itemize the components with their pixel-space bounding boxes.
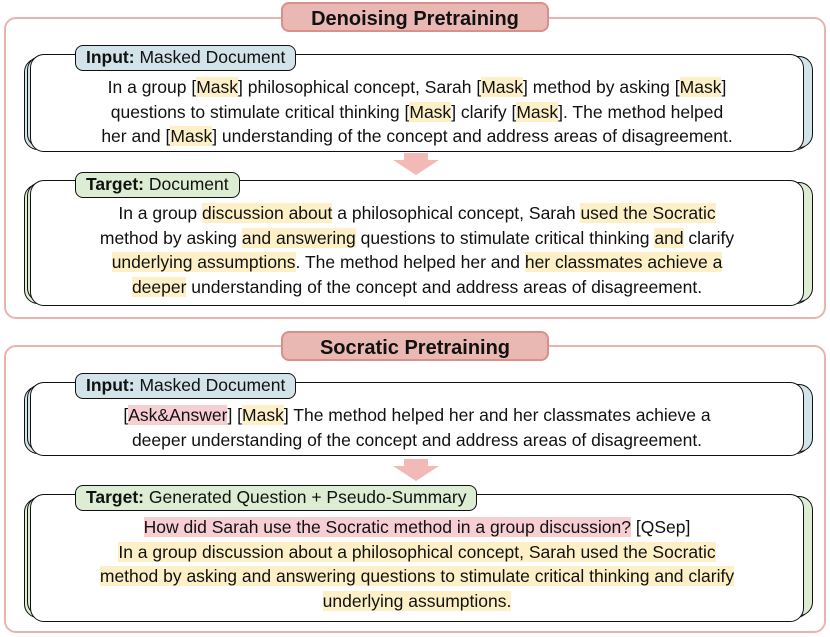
- text-line: [31, 540, 803, 565]
- text-span: deeper understanding of the concept and address areas of disagreement.: [131, 429, 703, 450]
- socratic-target-label: [75, 485, 477, 511]
- highlighted-span: her classmates achieve a: [524, 252, 723, 272]
- target-label-bold-2: Target:: [86, 487, 145, 507]
- text-line: [31, 564, 803, 589]
- text-span: ]: [721, 77, 727, 97]
- highlighted-span: Ask&Answer: [128, 405, 228, 425]
- text-span: ] [: [227, 405, 243, 425]
- text-span: . The method helped her and: [295, 252, 525, 272]
- down-arrow-icon: [393, 459, 439, 481]
- socratic-target-text: [31, 515, 803, 613]
- text-span: questions to stimulate critical thinking [: [110, 101, 410, 122]
- target-label-rest: Document: [144, 174, 229, 194]
- highlighted-span: deeper: [131, 276, 187, 297]
- text-line: [31, 100, 803, 125]
- highlighted-span: used the Socratic: [580, 203, 716, 223]
- socratic-target-box: [30, 494, 804, 622]
- text-span: a philosophical concept, Sarah: [332, 203, 581, 223]
- input-label-rest: Masked Document: [134, 47, 286, 67]
- highlighted-span: and answering: [241, 227, 356, 248]
- text-line: [31, 275, 803, 300]
- highlighted-span: method by asking and answering questions to stimulate critical thinking and clarify: [99, 566, 735, 586]
- text-line: [31, 226, 803, 251]
- denoising-target-text: [31, 201, 803, 299]
- highlighted-span: Mask: [481, 77, 524, 97]
- highlighted-span: Mask: [170, 126, 213, 146]
- text-span: ] philosophical concept, Sarah [: [238, 77, 482, 97]
- denoising-title: Denoising Pretraining: [281, 2, 549, 32]
- down-arrow-icon: [393, 153, 439, 175]
- denoising-input-label: [75, 45, 296, 71]
- highlighted-span: Mask: [242, 405, 284, 425]
- target-label-rest-2: Generated Question + Pseudo-Summary: [144, 487, 467, 507]
- denoising-input-text: [31, 75, 803, 149]
- text-span: ] clarify [: [451, 101, 517, 122]
- highlighted-span: Mask: [679, 77, 722, 97]
- socratic-input-text: [31, 403, 803, 452]
- input-label-bold-2: Input:: [86, 375, 135, 395]
- socratic-input-label: [75, 373, 296, 399]
- text-span: her and [: [101, 126, 171, 146]
- text-span: method by asking: [99, 227, 242, 248]
- highlighted-span: Mask: [409, 101, 452, 122]
- text-line: [31, 515, 803, 540]
- text-line: [31, 201, 803, 226]
- text-span: understanding of the concept and address areas of disagreement.: [186, 276, 703, 297]
- text-line: [31, 75, 803, 100]
- text-span: questions to stimulate critical thinking: [355, 227, 655, 248]
- text-line: [31, 428, 803, 453]
- text-span: [: [123, 405, 129, 425]
- text-line: [31, 250, 803, 275]
- text-span: [QSep]: [631, 517, 691, 537]
- text-line: [31, 589, 803, 614]
- text-line: [31, 124, 803, 149]
- text-span: ] method by asking [: [523, 77, 680, 97]
- highlighted-span: discussion about: [202, 203, 333, 223]
- text-span: ]. The method helped: [558, 101, 724, 122]
- text-span: In a group: [118, 203, 202, 223]
- input-label-rest-2: Masked Document: [134, 375, 286, 395]
- text-span: In a group [: [107, 77, 197, 97]
- input-label-bold: Input:: [86, 47, 135, 67]
- target-label-bold: Target:: [86, 174, 145, 194]
- text-line: [31, 403, 803, 428]
- denoising-target-box: [30, 180, 804, 306]
- socratic-title: Socratic Pretraining: [281, 331, 549, 361]
- text-span: ] The method helped her and her classmates achieve a: [283, 405, 711, 425]
- highlighted-span: Mask: [196, 77, 238, 97]
- highlighted-span: underlying assumptions.: [322, 590, 512, 611]
- text-span: ] understanding of the concept and address areas of disagreement.: [212, 126, 733, 146]
- highlighted-span: How did Sarah use the Socratic method in a group discussion?: [143, 517, 632, 537]
- highlighted-span: underlying assumptions: [111, 252, 296, 272]
- text-span: clarify: [683, 227, 735, 248]
- highlighted-span: and: [654, 227, 684, 248]
- denoising-target-label: [75, 172, 240, 198]
- highlighted-span: In a group discussion about a philosophical concept, Sarah used the Socratic: [118, 541, 716, 562]
- highlighted-span: Mask: [516, 101, 559, 122]
